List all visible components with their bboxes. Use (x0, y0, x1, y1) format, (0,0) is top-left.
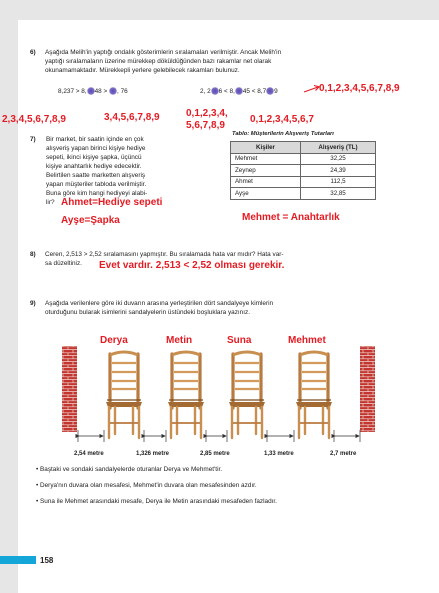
ink-blot-icon (266, 87, 274, 95)
purchases-table (230, 141, 376, 200)
q6-text-line3: okunamamaktadır. Mürekkepli yerlere gelebilecek rakamları bulunuz. (45, 67, 240, 74)
table-cell: Ayşe (231, 188, 301, 200)
q6-expr2-part-b: 6 < 8, (218, 88, 235, 95)
left-wall (62, 346, 77, 432)
q6-answer-c-line1: 0,1,2,3,4, (186, 108, 228, 119)
q6-answer-e: 0,1,2,3,4,5,6,7,8,9 (319, 83, 400, 94)
q6-expr2-part-a: 2, 2 (200, 88, 211, 95)
q9-text-line1: Aşağıda verilenlere göre iki duvarın arasına yerleştirilen dört sandalyeye kimlerin (45, 300, 274, 307)
distance-label: 2,85 metre (200, 451, 230, 457)
q6-expr1-part-b: 48 > (94, 88, 108, 95)
chair-name-2: Metin (166, 335, 193, 346)
distance-label: 2,7 metre (330, 451, 357, 457)
table-cell: 32,25 (301, 153, 376, 165)
q6-expr2-part-d: 9 (274, 88, 278, 95)
q6-answer-c-line2: 5,6,7,8,9 (186, 120, 225, 131)
clue-text: Suna ile Mehmet arasındaki mesafe, Derya ile Metin arasındaki mesafeden fazladır. (40, 498, 277, 505)
q7-line: Belirtilen saatte marketten alışveriş (46, 172, 146, 179)
q7-answer-1: Ahmet=Hediye sepeti (61, 197, 163, 208)
chair-name-1: Derya (100, 335, 128, 346)
q6-text-line2: yaptığı sıralamaların üzerine mürekkep döküldüğünden bazı rakamlar net olarak (45, 58, 272, 65)
table-header-row (231, 142, 376, 154)
table-cell: Zeynep (231, 165, 301, 177)
table-cell: 112,5 (301, 176, 376, 188)
distance-label: 1,33 metre (264, 451, 294, 457)
table-row (231, 176, 376, 188)
clue-3: • Suna ile Mehmet arasındaki mesafe, Derya ile Metin arasındaki mesafeden fazladır. (36, 498, 277, 505)
q6-expr1-part-a: 8,237 > 8, (58, 88, 87, 95)
q6-expression-1 (58, 87, 128, 96)
distance-label: 2,54 metre (74, 451, 104, 457)
q8-text-line2: sa düzeltiniz. (45, 260, 82, 267)
q7-line: kişiye anahtarlık hediye edecektir. (46, 163, 142, 170)
q8-number: 8) (30, 251, 36, 258)
q7-line: yapan müşteriler tabloda verilmiştir. (46, 181, 147, 188)
q6-expr1-part-c: , 76 (117, 88, 128, 95)
q7-answer-3: Mehmet = Anahtarlık (242, 212, 340, 223)
q7-line: lir? (46, 199, 55, 206)
table-header-cell: Alışveriş (TL) (301, 142, 376, 154)
table-cell: Mehmet (231, 153, 301, 165)
table-row (231, 153, 376, 165)
q6-answer-b: 3,4,5,6,7,8,9 (104, 112, 160, 123)
q7-answer-2: Ayşe=Şapka (61, 215, 120, 226)
ink-blot-icon (211, 87, 219, 95)
table-row (231, 188, 376, 200)
chairs-illustration (18, 338, 439, 448)
table-title: Tablo: Müşterilerin Alışveriş Tutarları (232, 131, 334, 137)
q6-number: 6) (30, 49, 36, 56)
ink-blot-icon (109, 87, 117, 95)
q7-line: sepeti, ikinci kişiye şapka, üçüncü (46, 154, 142, 161)
q6-expression-2 (200, 87, 278, 96)
page-number: 158 (40, 556, 54, 565)
q6-text-line1: Aşağıda Melih'in yaptığı ondalık gösterimlerin sıralamaları verilmiştir. Ancak Melih'in (45, 49, 282, 56)
table-row (231, 165, 376, 177)
clue-text: Baştaki ve sondaki sandalyelerde oturanlar Derya ve Mehmet'tir. (40, 466, 223, 473)
q6-answer-d: 0,1,2,3,4,5,6,7 (250, 114, 314, 125)
q6-expr2-part-c: 45 < 8,7 (242, 88, 267, 95)
distance-label: 1,326 metre (136, 451, 170, 457)
table-cell: 24,39 (301, 165, 376, 177)
q7-line: Bir market, bir saatin içinde en çok (46, 136, 144, 143)
page-accent-bar (0, 556, 36, 564)
right-wall (360, 346, 375, 432)
ink-blot-icon (87, 87, 95, 95)
q6-answer-a: 2,3,4,5,6,7,8,9 (2, 114, 66, 125)
q7-line: alışveriş yapan birinci kişiye hediye (46, 145, 146, 152)
q7-number: 7) (30, 136, 36, 143)
q9-number: 9) (30, 300, 36, 307)
arrow-icon (303, 84, 321, 94)
table-cell: Ahmet (231, 176, 301, 188)
clue-2: • Derya'nın duvara olan mesafesi, Mehmet'in duvara olan mesafesinden azdır. (36, 482, 257, 489)
clue-1: • Baştaki ve sondaki sandalyelerde oturanlar Derya ve Mehmet'tir. (36, 466, 223, 473)
q8-text-line1: Ceren, 2,513 > 2,52 sıralamasını yapmıştır. Bu sıralamada hata var mıdır? Hata var- (45, 251, 284, 258)
table-cell: 32,85 (301, 188, 376, 200)
q7-line: Buna göre kim hangi hediyeyi alabi- (46, 190, 148, 197)
worksheet-page (2, 20, 439, 593)
chair-name-3: Suna (227, 335, 252, 346)
chair-name-4: Mehmet (288, 335, 326, 346)
table-header-cell: Kişiler (231, 142, 301, 154)
q8-answer: Evet vardır. 2,513 < 2,52 olması gerekir. (99, 260, 285, 271)
ink-blot-icon (235, 87, 243, 95)
clue-text: Derya'nın duvara olan mesafesi, Mehmet'in duvara olan mesafesinden azdır. (40, 482, 257, 489)
q9-text-line2: oturduğunu bularak isimlerini sandalyelerin üstündeki boşluklara yazınız. (45, 309, 250, 316)
